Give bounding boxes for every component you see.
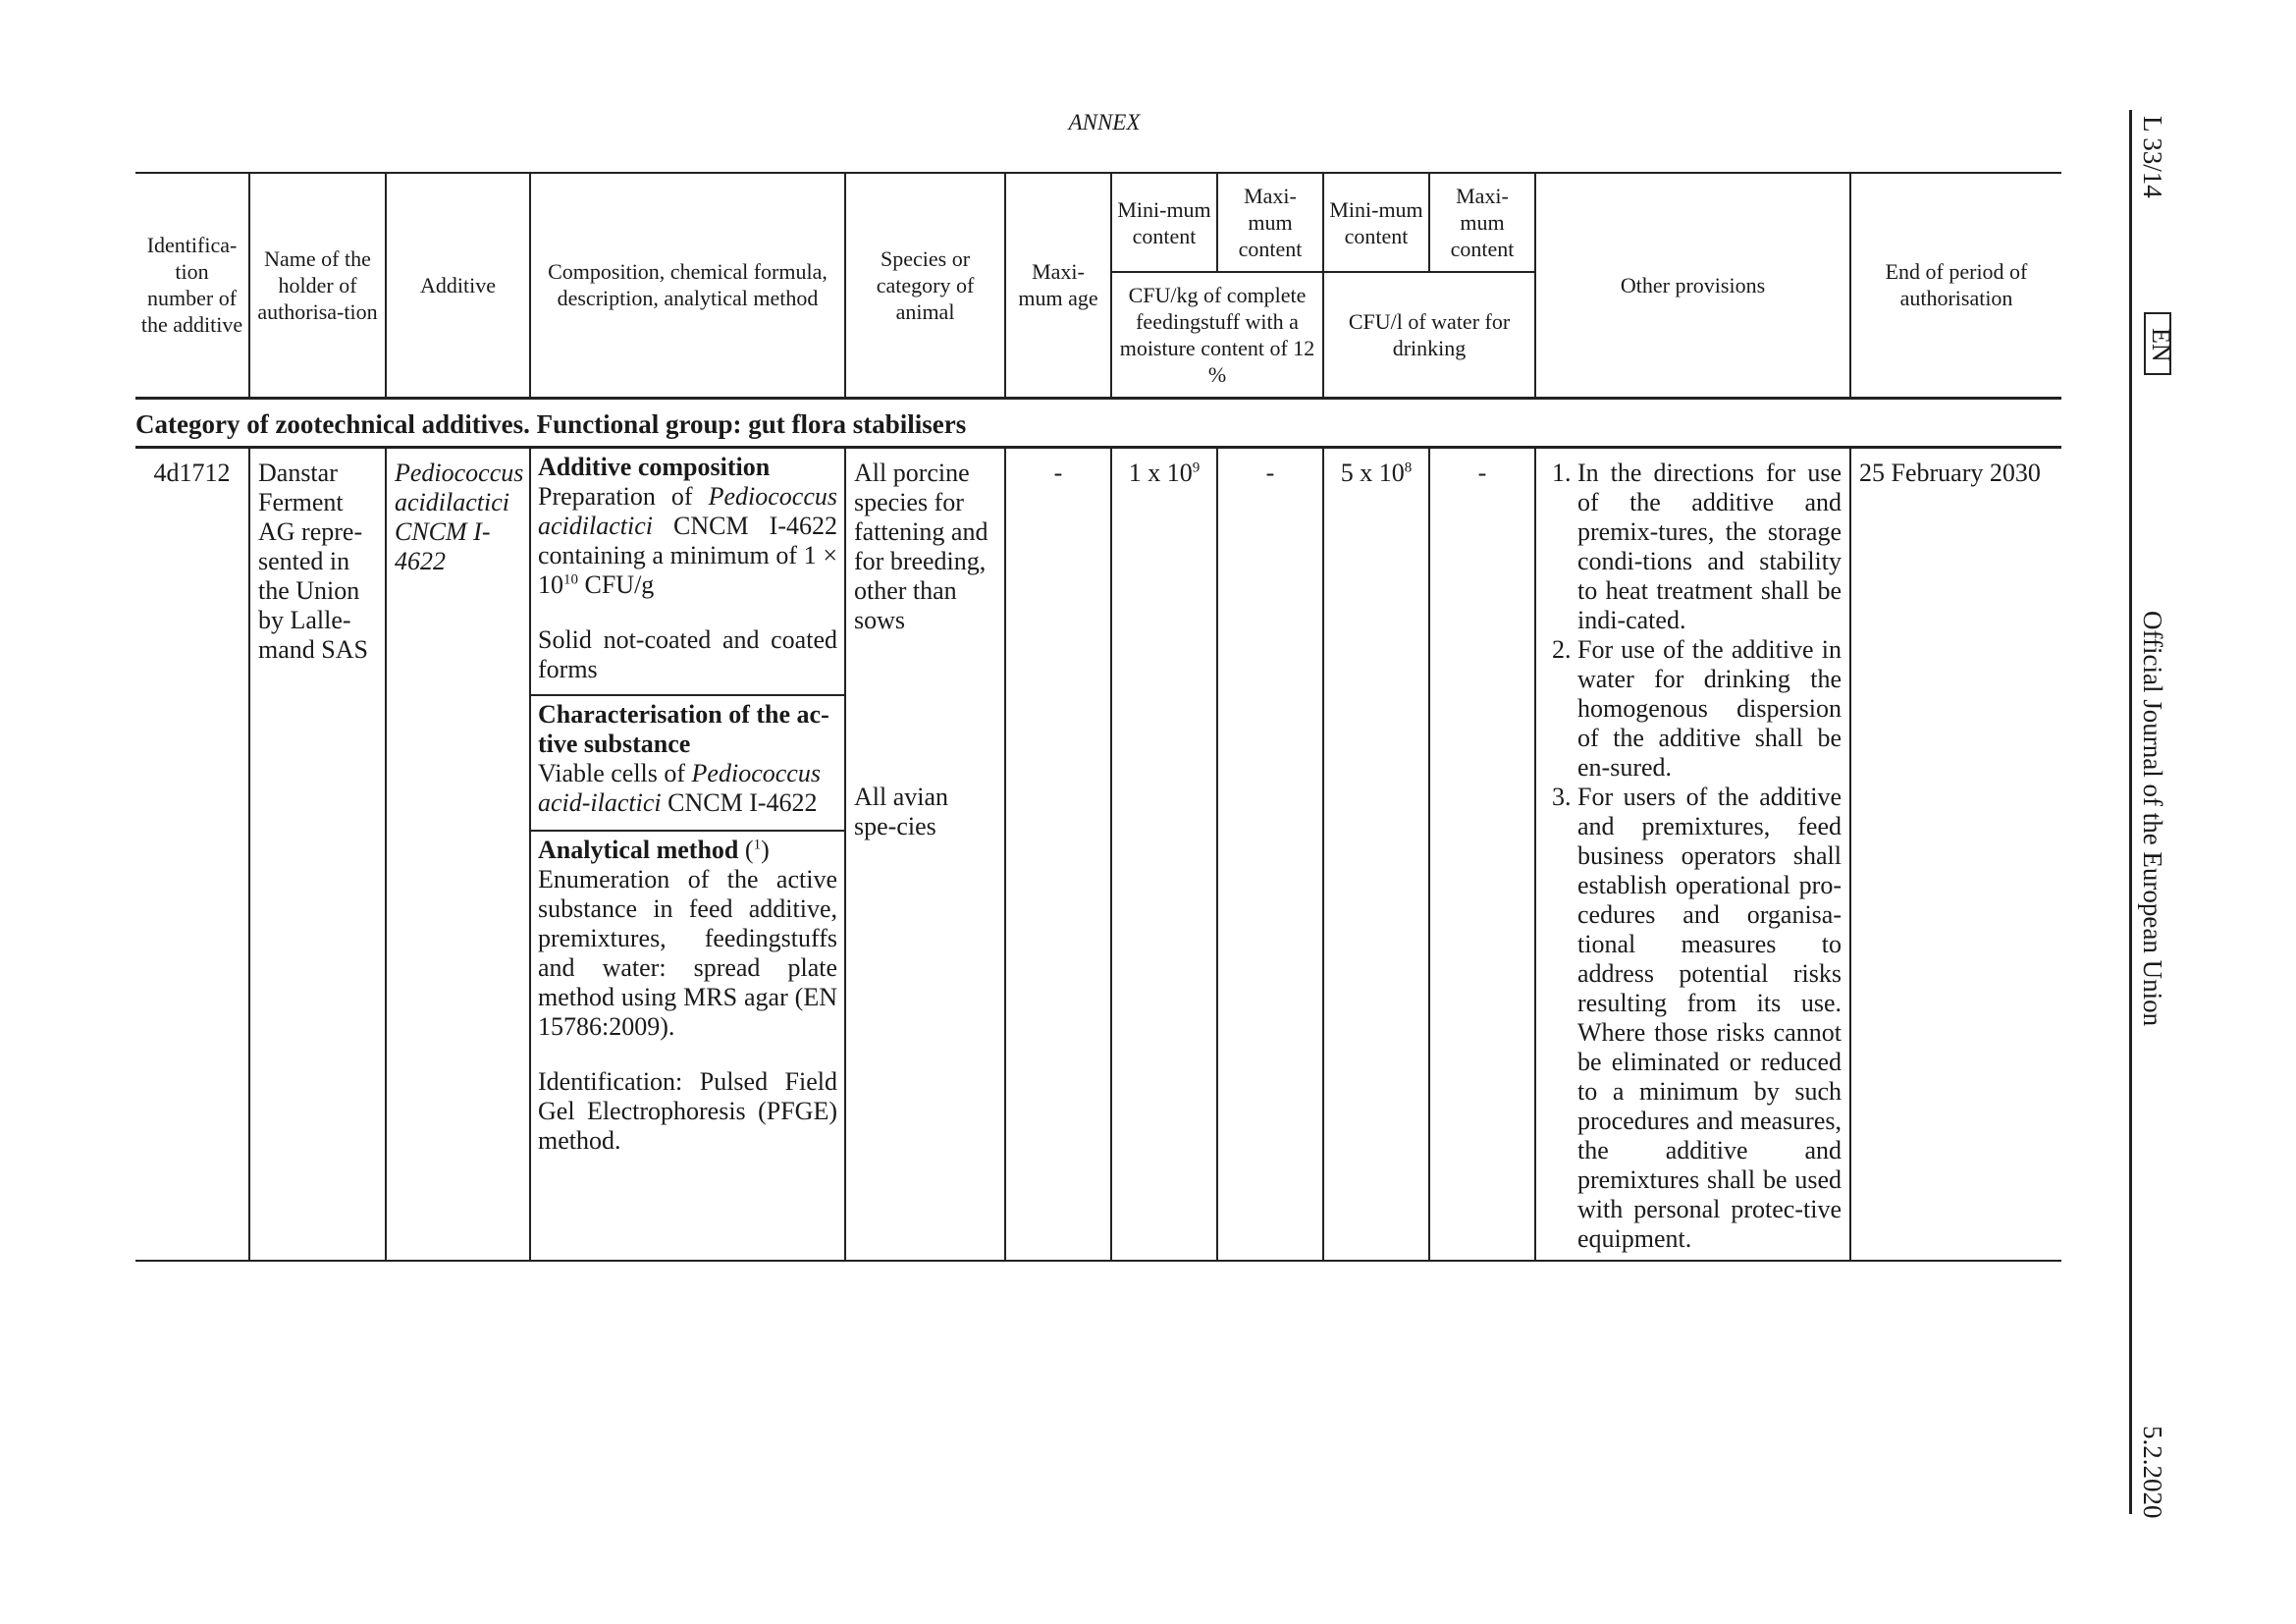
cell-max-content-feed: - xyxy=(1217,447,1323,1261)
header-unit-water: CFU/l of water for drinking xyxy=(1323,272,1535,398)
side-page-ref: L 33/14 xyxy=(2138,116,2167,198)
language-code: EN xyxy=(2147,328,2175,362)
cell-additive: Pediococcus acidilactici CNCM I-4622 xyxy=(386,447,530,1261)
annex-title: ANNEX xyxy=(1068,110,1141,135)
provision-item: 3. For users of the additive and premixtures, feed business operators shall establish operational pro-cedures and organisa-tional measures to address potential risks resulting from its use. Where those risks cannot be eliminated or reduced to a minimum by such procedures and measures, the additive and premixtures shall be used with personal protec-tive equipment. xyxy=(1577,783,1842,1254)
footnote-ref: 1 xyxy=(753,836,762,852)
additive-composition-block xyxy=(531,449,844,694)
header-max-content-water: Maxi-mum content xyxy=(1429,173,1535,272)
identification-text: Identification: Pulsed Field Gel Electrophoresis (PFGE) method. xyxy=(538,1066,837,1155)
annex-table-container xyxy=(135,172,2061,1262)
header-max-age: Maxi-mum age xyxy=(1005,173,1111,398)
cell-composition xyxy=(530,447,845,1261)
header-other-provisions: Other provisions xyxy=(1535,173,1850,398)
header-composition: Composition, chemical formula, description, analytical method xyxy=(530,173,845,398)
header-max-content-feed: Maxi-mum content xyxy=(1217,173,1323,272)
category-row: Category of zootechnical additives. Functional group: gut flora stabilisers xyxy=(135,398,2061,447)
header-min-content-water: Mini-mum content xyxy=(1323,173,1429,272)
side-date: 5.2.2020 xyxy=(2138,1426,2167,1519)
provisions-list xyxy=(1544,459,1842,1254)
enumeration-text: Enumeration of the active substance in feed additive, premixtures, feedingstuffs and water: spread plate method using MRS agar (EN 15786:2009). xyxy=(538,864,837,1041)
provision-item: 2. For use of the additive in water for drinking the homogenous dispersion of the additive shall be en-sured. xyxy=(1577,635,1842,783)
header-holder: Name of the holder of authorisa-tion xyxy=(249,173,386,398)
provision-item: 1. In the directions for use of the additive and premix-tures, the storage condi-tions and stability to heat treatment shall be indi-cated. xyxy=(1577,459,1842,635)
active-substance-heading: Characterisation of the ac-tive substance xyxy=(538,699,829,758)
forms-text: Solid not-coated and coated forms xyxy=(538,624,837,683)
active-substance-text: Viable cells of Pediococcus acid-ilactici CNCM I-4622 xyxy=(538,758,821,817)
cell-end-date: 25 February 2030 xyxy=(1850,447,2061,1261)
header-end-of-period: End of period of authorisation xyxy=(1850,173,2061,398)
annex-table xyxy=(135,172,2061,1262)
header-species: Species or category of animal xyxy=(845,173,1005,398)
species-porcine: All porcine species for fattening and for breeding, other than sows xyxy=(854,458,988,634)
side-journal-title: Official Journal of the European Union xyxy=(2138,611,2167,1027)
analytical-method-heading: Analytical method ($^1$) xyxy=(538,835,770,864)
analytical-method-block xyxy=(531,830,844,1164)
cell-id: 4d1712 xyxy=(135,447,249,1261)
header-id: Identifica-tion number of the additive xyxy=(135,173,249,398)
cell-max-age: - xyxy=(1005,447,1111,1261)
additive-composition-heading: Additive composition xyxy=(538,452,771,481)
species-avian: All avian spe-cies xyxy=(854,782,949,840)
cell-other-provisions xyxy=(1535,447,1850,1261)
additive-composition-text: Preparation of Pediococcus acidilactici CNCM I-4622 containing a minimum of $1 \times 10^{10}$ CFU/g xyxy=(538,481,837,599)
cell-min-content-feed: 1 x $10^9$ xyxy=(1111,447,1217,1261)
cell-species xyxy=(845,447,1005,1261)
cell-max-content-water: - xyxy=(1429,447,1535,1261)
language-box xyxy=(2144,312,2175,375)
header-min-content-feed: Mini-mum content xyxy=(1111,173,1217,272)
table-row xyxy=(135,447,2061,1261)
cell-min-content-water: 5 x $10^8$ xyxy=(1323,447,1429,1261)
side-rule xyxy=(2129,110,2132,1514)
cell-holder: Danstar Ferment AG repre-sented in the Union by Lalle-mand SAS xyxy=(249,447,386,1261)
header-additive: Additive xyxy=(386,173,530,398)
active-substance-block xyxy=(531,694,844,830)
header-unit-feed: CFU/kg of complete feedingstuff with a moisture content of 12 % xyxy=(1111,272,1323,398)
